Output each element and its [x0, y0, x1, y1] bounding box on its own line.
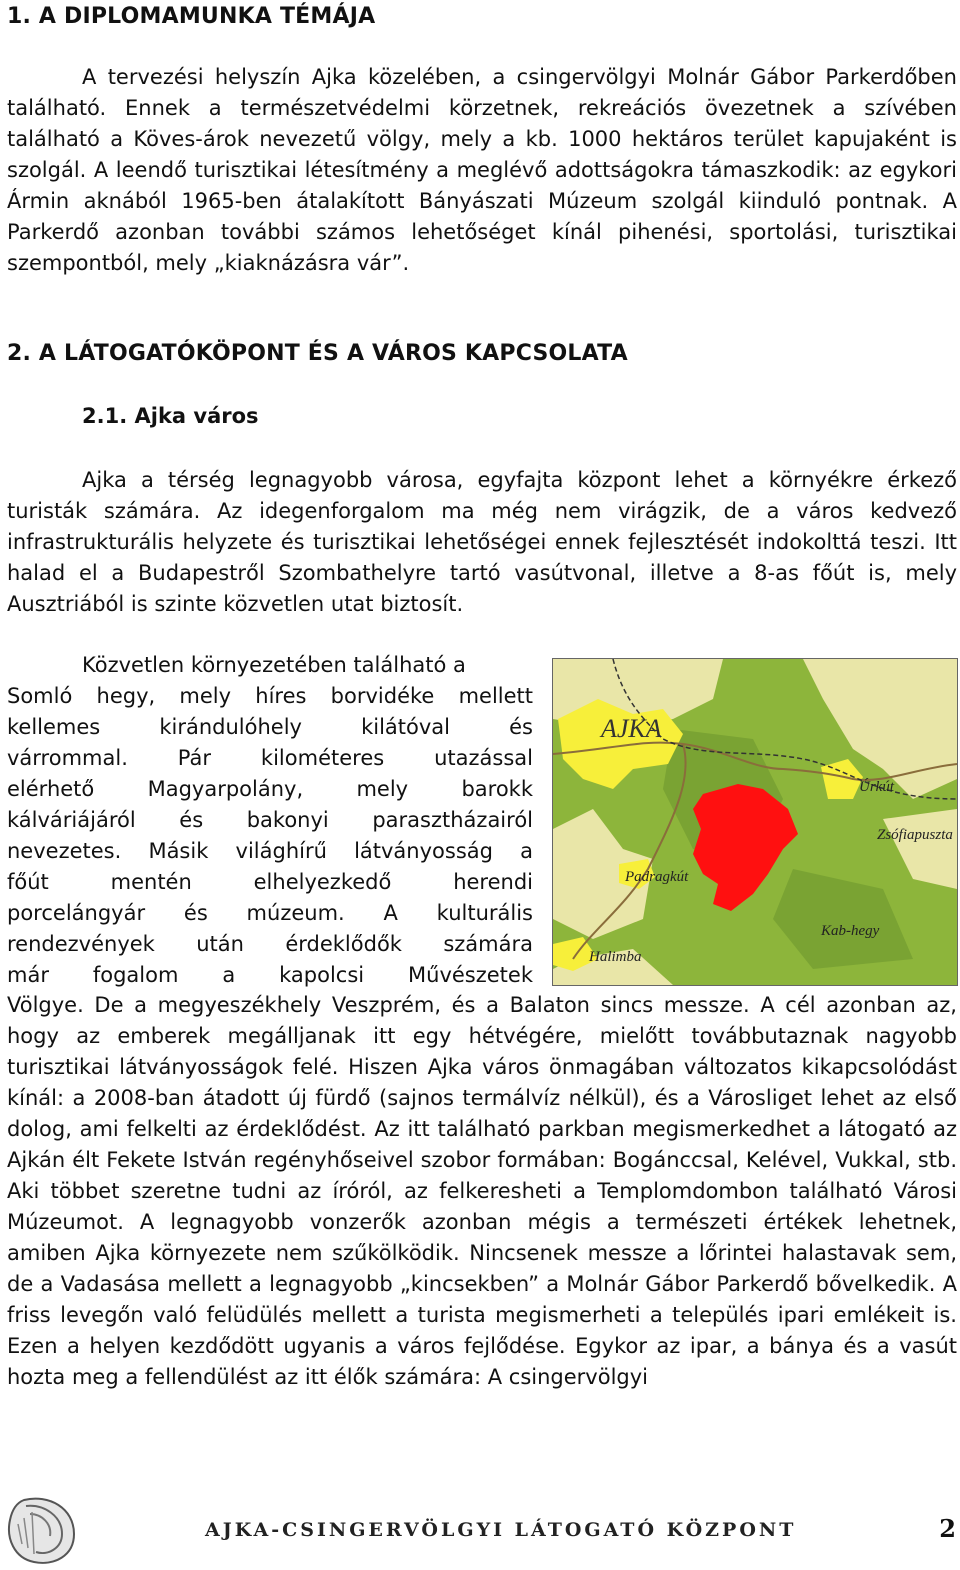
- wrap-line: rendezvények után érdeklődők számára: [7, 932, 533, 956]
- map-label-ajka: AJKA: [601, 714, 662, 743]
- map-label-urkut: Úrkút: [859, 779, 894, 795]
- section-1-paragraph: [7, 62, 957, 279]
- wrap-line: várrommal. Pár kilométeres utazással: [7, 746, 533, 770]
- wrap-line: főút mentén elhelyezkedő herendi: [7, 870, 533, 894]
- map-label-padragkut: Padragkút: [625, 869, 689, 885]
- section-2-paragraph-2-continued: Völgye. De a megyeszékhely Veszprém, és a Balaton sincs messze. A cél azonban az, hogy az emberek megálljanak itt egy hétvégére, mielőtt továbbutaznak nagyobb turisztikai látványosságok felé. Hiszen Ajka város önmagában változatos kikapcsolódást kínál: a 2008-ban átadott új fürdő (sajnos termálvíz nélkül), és a Városliget lehet az első dolog, ami felkelti az érdeklődést. Az itt található parkban megismerkedhet a látogató az Ajkán élt Fekete István regényhőseivel szobor formában: Bogánccsal, Kelével, Vukkal, stb. Aki többet szeretne tudni az íróról, az felkeresheti a Templomdombon található Városi Múzeumot. A legnagyobb vonzerők azonban mégis a természeti értékek lehetnek, amiben Ajka környezete nem szűkölködik. Nincsenek messze a lőrintei halastavak sem, de a Vadasása mellett a legnagyobb „kincsekben” a Molnár Gábor Parkerdő bővelkedik. A friss levegőn való felüdülés mellett a turista megismerheti a település ipari emlékeit is. Ezen a helyen kezdődött ugyanis a város fejlődése. Egykor az ipar, a bánya és a vasút hozta meg a fellendülést az itt élők számára: A csingervölgyi: [7, 993, 957, 1389]
- wrap-line: porcelángyár és múzeum. A kulturális: [7, 901, 533, 925]
- fossil-logo-icon: [4, 1494, 78, 1566]
- map-label-kab-hegy: Kab-hegy: [821, 923, 880, 939]
- page-number: 2: [939, 1514, 956, 1543]
- wrap-line: kálváriájáról és bakonyi parasztházairól: [7, 808, 533, 832]
- footer-logo: [4, 1494, 78, 1566]
- footer-title: AJKA-CSINGERVÖLGYI LÁTOGATÓ KÖZPONT: [205, 1519, 797, 1541]
- section-2-heading: 2. A LÁTOGATÓKÖPONT ÉS A VÁROS KAPCSOLATA: [7, 341, 628, 366]
- wrap-line: elérhető Magyarpolány, mely barokk: [7, 777, 533, 801]
- wrap-line: már fogalom a kapolcsi Művészetek: [7, 963, 533, 987]
- section-2-paragraph-2-wrap-lines: [7, 650, 533, 991]
- map-label-zsofiapuszta: Zsófiapuszta: [877, 827, 953, 843]
- section-2-paragraph-1: [7, 465, 957, 620]
- map-label-halimba: Halimba: [589, 949, 642, 965]
- section-2-paragraph-1-text: Ajka a térség legnagyobb városa, egyfajta központ lehet a környékre érkező turisták számára. Az idegenforgalom ma még nem virágzik, de a város kedvező infrastrukturális helyzete és turisztikai lehetőségei ennek fejlesztését indokolttá teszi. Itt halad el a Budapestről Szombathelyre tartó vasútvonal, illetve a 8-as főút is, mely Ausztriából is szinte közvetlen utat biztosít.: [7, 468, 957, 616]
- wrap-line: kellemes kirándulóhely kilátóval és: [7, 715, 533, 739]
- section-1-text: A tervezési helyszín Ajka közelében, a csingervölgyi Molnár Gábor Parkerdőben található. Ennek a természetvédelmi körzetnek, rekreációs övezetnek a szívében található a Köves-árok nevezetű völgy, mely a kb. 1000 hektáros terület kapujaként is szolgál. A leendő turisztikai létesítmény a meglévő adottságokra támaszkodik: az egykori Ármin aknából 1965-ben átalakított Bányászati Múzeum szolgál kiinduló pontnak. A Parkerdő azonban további számos lehetőséget kínál pihenési, sportolási, turisztikai szempontból, mely „kiaknázásra vár”.: [7, 65, 957, 275]
- section-1-heading: 1. A DIPLOMAMUNKA TÉMÁJA: [7, 4, 376, 29]
- wrap-line: Somló hegy, mely híres borvidéke mellett: [7, 684, 533, 708]
- wrap-line: Közvetlen környezetében található a: [82, 653, 466, 677]
- wrap-line: nevezetes. Másik világhírű látványosság a: [7, 839, 533, 863]
- location-map: [552, 658, 958, 986]
- location-map-graphic: [553, 659, 957, 985]
- subsection-2-1-heading: 2.1. Ajka város: [82, 404, 259, 428]
